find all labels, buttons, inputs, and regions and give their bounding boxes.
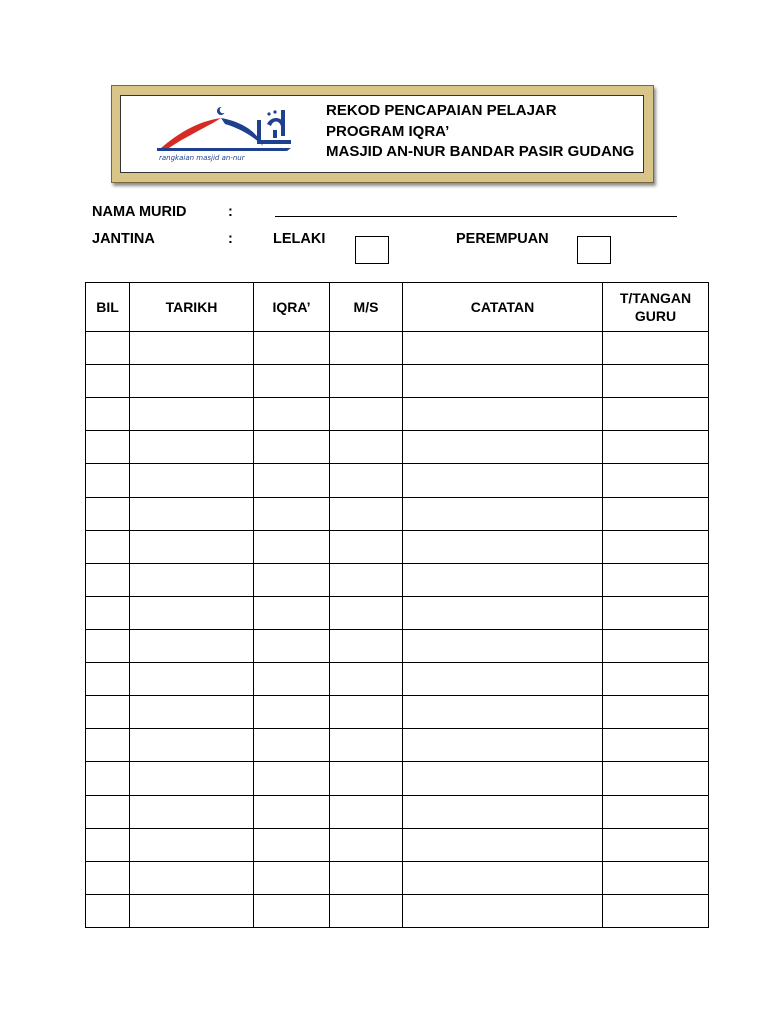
tandatangan-cell[interactable] [603,464,709,497]
iqra-cell[interactable] [254,729,330,762]
ms-cell[interactable] [330,563,403,596]
bil-cell[interactable] [86,530,130,563]
tandatangan-cell[interactable] [603,398,709,431]
iqra-cell[interactable] [254,365,330,398]
catatan-cell[interactable] [403,696,603,729]
ms-cell[interactable] [330,762,403,795]
tarikh-cell[interactable] [130,596,254,629]
ms-cell[interactable] [330,696,403,729]
table-row [86,629,709,662]
tandatangan-cell[interactable] [603,729,709,762]
table-row [86,729,709,762]
bil-cell[interactable] [86,795,130,828]
bil-cell[interactable] [86,762,130,795]
catatan-cell[interactable] [403,464,603,497]
tarikh-cell[interactable] [130,861,254,894]
bil-cell[interactable] [86,729,130,762]
tandatangan-cell[interactable] [603,828,709,861]
catatan-cell[interactable] [403,828,603,861]
table-row [86,696,709,729]
tandatangan-cell[interactable] [603,431,709,464]
tandatangan-cell[interactable] [603,365,709,398]
tarikh-cell[interactable] [130,629,254,662]
tandatangan-cell[interactable] [603,629,709,662]
bil-cell[interactable] [86,431,130,464]
gender-label: JANTINA [92,231,155,247]
tandatangan-cell[interactable] [603,497,709,530]
masjid-an-nur-logo [153,102,293,162]
catatan-cell[interactable] [403,762,603,795]
tandatangan-cell[interactable] [603,861,709,894]
header-box [120,95,644,173]
tarikh-cell[interactable] [130,332,254,365]
tarikh-cell[interactable] [130,530,254,563]
tandatangan-cell[interactable] [603,663,709,696]
iqra-cell[interactable] [254,596,330,629]
table-row [86,795,709,828]
catatan-cell[interactable] [403,431,603,464]
gender-colon: : [228,231,233,247]
record-table [85,282,709,928]
iqra-cell[interactable] [254,497,330,530]
table-row [86,497,709,530]
table-row [86,464,709,497]
bil-cell[interactable] [86,663,130,696]
table-row [86,762,709,795]
female-checkbox[interactable] [577,236,611,264]
bil-cell[interactable] [86,629,130,662]
iqra-cell[interactable] [254,861,330,894]
bil-cell[interactable] [86,464,130,497]
header-frame [111,85,654,183]
table-row [86,398,709,431]
bil-cell[interactable] [86,398,130,431]
male-label: LELAKI [273,231,326,247]
iqra-cell[interactable] [254,563,330,596]
iqra-cell[interactable] [254,332,330,365]
bil-cell[interactable] [86,828,130,861]
bil-cell[interactable] [86,497,130,530]
tarikh-cell[interactable] [130,696,254,729]
tarikh-cell[interactable] [130,729,254,762]
bil-cell[interactable] [86,696,130,729]
name-label: NAMA MURID [92,204,187,220]
catatan-cell[interactable] [403,365,603,398]
catatan-cell[interactable] [403,629,603,662]
table-row [86,663,709,696]
iqra-cell[interactable] [254,398,330,431]
table-row [86,530,709,563]
iqra-cell[interactable] [254,530,330,563]
table-row [86,332,709,365]
bil-cell[interactable] [86,365,130,398]
ms-cell[interactable] [330,530,403,563]
ms-cell[interactable] [330,894,403,927]
column-header-tarikh: TARIKH [130,283,254,332]
ms-cell[interactable] [330,861,403,894]
bil-cell[interactable] [86,596,130,629]
catatan-cell[interactable] [403,530,603,563]
female-label: PEREMPUAN [456,231,549,247]
tandatangan-cell[interactable] [603,762,709,795]
catatan-cell[interactable] [403,663,603,696]
catatan-cell[interactable] [403,861,603,894]
ms-cell[interactable] [330,828,403,861]
tarikh-cell[interactable] [130,563,254,596]
title-line-3: MASJID AN-NUR BANDAR PASIR GUDANG [326,143,635,160]
ms-cell[interactable] [330,497,403,530]
iqra-cell[interactable] [254,894,330,927]
column-header-ms: M/S [330,283,403,332]
tandatangan-cell[interactable] [603,596,709,629]
iqra-cell[interactable] [254,663,330,696]
table-row [86,828,709,861]
ms-cell[interactable] [330,398,403,431]
catatan-cell[interactable] [403,795,603,828]
tandatangan-cell[interactable] [603,696,709,729]
iqra-cell[interactable] [254,431,330,464]
ms-cell[interactable] [330,365,403,398]
catatan-cell[interactable] [403,563,603,596]
column-header-bil: BIL [86,283,130,332]
tandatangan-cell[interactable] [603,795,709,828]
iqra-cell[interactable] [254,464,330,497]
tandatangan-cell[interactable] [603,563,709,596]
table-row [86,365,709,398]
tarikh-cell[interactable] [130,795,254,828]
catatan-cell[interactable] [403,596,603,629]
tarikh-cell[interactable] [130,365,254,398]
ms-cell[interactable] [330,431,403,464]
iqra-cell[interactable] [254,795,330,828]
column-header-iqra: IQRA’ [254,283,330,332]
bil-cell[interactable] [86,894,130,927]
tarikh-cell[interactable] [130,762,254,795]
catatan-cell[interactable] [403,894,603,927]
tarikh-cell[interactable] [130,398,254,431]
table-row [86,431,709,464]
iqra-cell[interactable] [254,762,330,795]
ms-cell[interactable] [330,629,403,662]
table-header-row [86,283,709,332]
tarikh-cell[interactable] [130,497,254,530]
ms-cell[interactable] [330,663,403,696]
iqra-cell[interactable] [254,696,330,729]
male-checkbox[interactable] [355,236,389,264]
catatan-cell[interactable] [403,332,603,365]
tarikh-cell[interactable] [130,431,254,464]
title-line-2: PROGRAM IQRA’ [326,122,450,140]
tandatangan-cell[interactable] [603,530,709,563]
table-row [86,861,709,894]
ms-cell[interactable] [330,729,403,762]
catatan-cell[interactable] [403,398,603,431]
table-row [86,563,709,596]
title-line-1: REKOD PENCAPAIAN PELAJAR [326,102,557,119]
column-header-catatan: CATATAN [403,283,603,332]
name-field[interactable] [275,216,677,217]
document-title [326,101,634,163]
ms-cell[interactable] [330,795,403,828]
name-colon: : [228,204,233,220]
tarikh-cell[interactable] [130,464,254,497]
catatan-cell[interactable] [403,729,603,762]
tarikh-cell[interactable] [130,828,254,861]
table-row [86,894,709,927]
ms-cell[interactable] [330,332,403,365]
table-row [86,596,709,629]
ms-cell[interactable] [330,464,403,497]
iqra-cell[interactable] [254,629,330,662]
tandatangan-cell[interactable] [603,332,709,365]
bil-cell[interactable] [86,332,130,365]
table-body [86,332,709,928]
bil-cell[interactable] [86,563,130,596]
catatan-cell[interactable] [403,497,603,530]
bil-cell[interactable] [86,861,130,894]
tandatangan-cell[interactable] [603,894,709,927]
tarikh-cell[interactable] [130,663,254,696]
column-header-tandatangan-guru: T/TANGAN GURU [603,283,709,332]
ms-cell[interactable] [330,596,403,629]
tarikh-cell[interactable] [130,894,254,927]
iqra-cell[interactable] [254,828,330,861]
logo-caption: rangkaian masjid an-nur [159,154,245,162]
